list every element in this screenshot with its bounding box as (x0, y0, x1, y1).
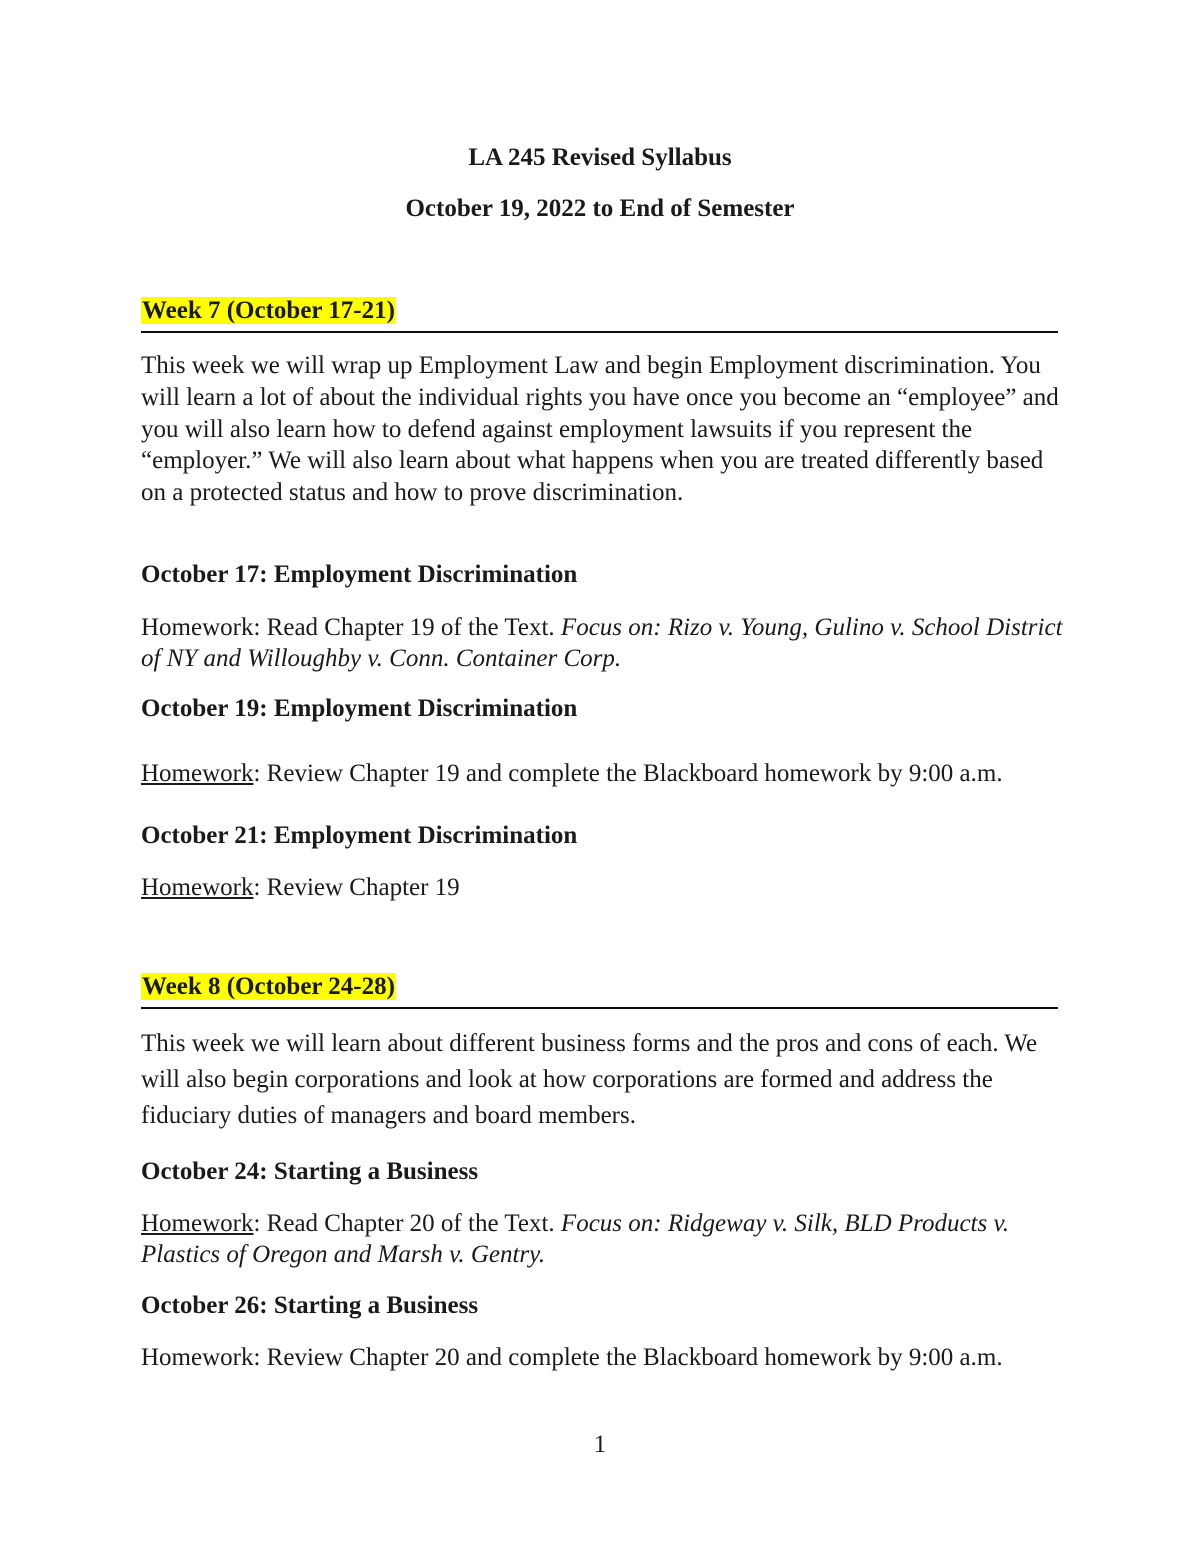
document-subtitle: October 19, 2022 to End of Semester (405, 195, 795, 222)
homework-text: : Read Chapter 20 of the Text. (253, 1210, 561, 1237)
week-7-day-oct-19-title: October 19: Employment Discrimination (141, 695, 578, 722)
week-7-day-oct-21-title: October 21: Employment Discrimination (141, 822, 578, 849)
homework-text: : Read Chapter 19 of the Text. (253, 614, 561, 641)
week-7-day-oct-19-homework (141, 758, 1071, 789)
week-7-intro: This week we will wrap up Employment Law and begin Employment discrimination. You will learn a lot of about the individual rights you have once you become an “employee” and you will also learn how to defend against employment lawsuits if you represent the “employer.” We will also learn about what happens when you are treated differently based on a protected status and how to prove discrimination. (141, 352, 1059, 507)
week-8-day-oct-26-homework (141, 1342, 1071, 1373)
homework-text: : Review Chapter 19 and complete the Blackboard homework by 9:00 a.m. (253, 760, 1003, 787)
homework-focus: Focus on: Rizo v. Young, Gulino v. School District of NY and Willoughby v. Conn. Container Corp. (141, 614, 1063, 672)
homework-label: Homework (141, 874, 254, 901)
homework-text: : Review Chapter 20 and complete the Blackboard homework by 9:00 a.m. (253, 1344, 1003, 1371)
homework-label: Homework (141, 1344, 254, 1371)
homework-text: : Review Chapter 19 (253, 874, 460, 901)
document-title: LA 245 Revised Syllabus (468, 144, 732, 171)
week-8-heading-text: Week 8 (October 24-28) (142, 973, 395, 1000)
homework-label: Homework (141, 760, 254, 787)
week-8-day-oct-26-title: October 26: Starting a Business (141, 1292, 479, 1319)
homework-label: Homework (141, 1210, 254, 1237)
homework-focus: Focus on: Ridgeway v. Silk, BLD Products v. Plastics of Oregon and Marsh v. Gentry. (141, 1210, 1009, 1268)
week-7-day-oct-17-title: October 17: Employment Discrimination (141, 561, 578, 588)
week-7-heading-text: Week 7 (October 17-21) (142, 297, 395, 324)
week-8-heading (141, 971, 1058, 1009)
week-8-intro: This week we will learn about different business forms and the pros and cons of each. We will also begin corporations and look at how corporations are formed and address the fiduciary duties of managers and board members. (141, 1030, 1038, 1129)
week-7-day-oct-21-homework (141, 872, 1071, 903)
homework-label: Homework (141, 614, 254, 641)
week-7-heading (141, 295, 1058, 333)
page-number: 1 (593, 1431, 607, 1458)
week-8-day-oct-24-homework (141, 1208, 1071, 1270)
week-8-day-oct-24-title: October 24: Starting a Business (141, 1158, 479, 1185)
week-7-day-oct-17-homework (141, 612, 1071, 674)
